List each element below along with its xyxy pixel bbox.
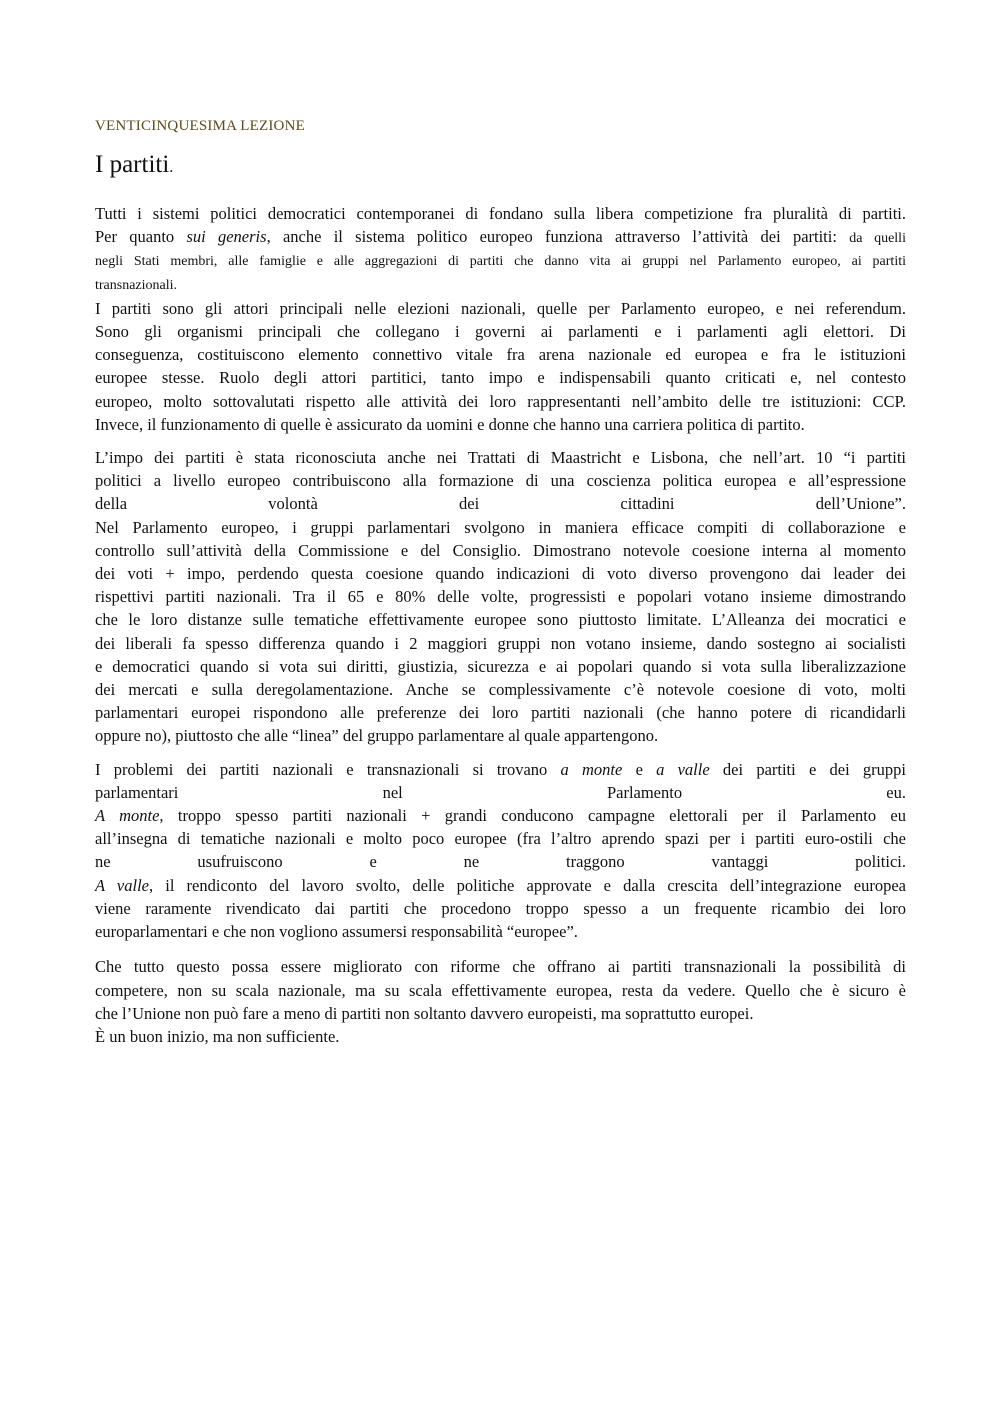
text-line: politici a livello europeo contribuiscono alla formazione di una coscienza politica europea e all’espressione: [95, 471, 906, 491]
document-page: [95, 118, 906, 1048]
page-title: [95, 150, 906, 183]
text-line: [95, 804, 906, 827]
text-line: [95, 225, 906, 250]
lesson-label: VENTICINQUESIMA LEZIONE: [95, 118, 305, 134]
paragraph-intro: [95, 202, 906, 297]
text-line: europarlamentari e che non vogliono assumersi responsabilità “europee”.: [95, 922, 578, 942]
text-line: parlamentari europei rispondono alle preferenze dei loro partiti nazionali (che hanno potere di ricandidarli: [95, 703, 906, 723]
text-run: e: [622, 759, 657, 779]
text-line-small: negli Stati membri, alle famiglie e alle aggregazioni di partiti che danno vita ai gruppi nel Parlamento europeo, ai partiti: [95, 254, 906, 270]
text-run-small: da quelli: [849, 231, 906, 247]
text-line: Nel Parlamento europeo, i gruppi parlamentari svolgono in maniera efficace compiti di collaborazione e: [95, 517, 906, 537]
text-line: dei voti + impo, perdendo questa coesione quando indicazioni di voto diverso provengono dai leader dei: [95, 564, 906, 584]
text-line: all’insegna di tematiche nazionali e molto poco europee (fra l’altro aprendo spazi per i partiti euro-ostili che: [95, 829, 906, 849]
italic-term: A valle: [95, 875, 149, 895]
text-line: Che tutto questo possa essere migliorato con riforme che offrano ai partiti transnazionali la possibilità di: [95, 957, 906, 977]
text-line: e democratici quando si vota sui diritti, giustizia, sicurezza e ai popolari quando si vota sulla liberalizzazione: [95, 656, 906, 676]
text-line: rispettivi partiti nazionali. Tra il 65 e 80% delle volte, progressisti e popolari votano insieme dimostrando: [95, 587, 906, 607]
text-line: Invece, il funzionamento di quelle è assicurato da uomini e donne che hanno una carriera politica di partito.: [95, 414, 805, 434]
text-line: europeo, molto sottovalutati rispetto alle attività dei loro rappresentanti nell’ambito delle tre istituzioni: CCP.: [95, 391, 906, 411]
text-run: Per quanto: [95, 227, 187, 247]
text-run: dei partiti e dei gruppi: [709, 759, 906, 779]
text-line: dei mercati e sulla deregolamentazione. Anche se complessivamente c’è notevole coesione di voto, molti: [95, 680, 906, 700]
text-run: , il rendiconto del lavoro svolto, delle politiche approvate e dalla crescita dell’integrazione europea: [148, 875, 906, 895]
italic-term: sui generis: [186, 227, 267, 247]
text-line: conseguenza, costituiscono elemento connettivo vitale fra arena nazionale ed europea e fra le istituzioni: [95, 345, 906, 365]
text-line: L’impo dei partiti è stata riconosciuta anche nei Trattati di Maastricht e Lisbona, che nell’art. 10 “i partiti: [95, 448, 906, 468]
text-line: europee stesse. Ruolo degli attori partitici, tanto impo e indispensabili quanto criticati e, nel contesto: [95, 368, 906, 388]
title-text: I partiti: [95, 151, 170, 178]
title-dot: .: [169, 159, 174, 176]
text-run: , anche il sistema politico europeo funziona attraverso l’attività dei partiti:: [266, 227, 850, 247]
text-line: parlamentari nel Parlamento eu.: [95, 782, 906, 802]
text-run: I problemi dei partiti nazionali e transnazionali si trovano: [95, 759, 561, 779]
text-line: che l’Unione non può fare a meno di partiti non soltanto davvero europeisti, ma soprattutto europei.: [95, 1003, 754, 1023]
italic-term: a monte: [560, 759, 623, 779]
text-line: viene raramente rivendicato dai partiti che procedono troppo spesso a un frequente ricambio dei loro: [95, 898, 906, 918]
paragraph-conclusion: [95, 955, 906, 1048]
text-line: che le loro distanze sulle tematiche effettivamente europee sono piuttosto limitate. L’Alleanza dei mocratici e: [95, 610, 906, 630]
text-line: Tutti i sistemi politici democratici contemporanei di fondano sulla libera competizione fra pluralità di partiti.: [95, 204, 906, 223]
paragraph-treaties: [95, 446, 906, 748]
text-line: [95, 758, 906, 781]
italic-term: a valle: [656, 759, 710, 779]
text-line: È un buon inizio, ma non sufficiente.: [95, 1026, 340, 1046]
text-line: Sono gli organismi principali che collegano i governi ai parlamenti e i parlamenti agli elettori. Di: [95, 322, 906, 342]
text-line: controllo sull’attività della Commissione e del Consiglio. Dimostrano notevole coesione interna al momento: [95, 540, 906, 560]
paragraph-gap: [95, 943, 906, 955]
text-line: dei liberali fa spesso differenza quando i 2 maggiori gruppi non votano insieme, dando sostegno ai socialisti: [95, 633, 906, 653]
paragraph-gap: [95, 748, 906, 758]
paragraph-gap: [95, 436, 906, 446]
text-line: I partiti sono gli attori principali nelle elezioni nazionali, quelle per Parlamento europeo, e nei referendum.: [95, 298, 906, 318]
text-line: [95, 874, 906, 897]
text-line: competere, non su scala nazionale, ma su scala effettivamente europea, resta da vedere. Quello che è sicuro è: [95, 980, 906, 1000]
italic-term: A monte: [95, 806, 160, 826]
paragraph-problems: [95, 758, 906, 944]
text-line: oppure no), piuttosto che alle “linea” del gruppo parlamentare al quale appartengono.: [95, 726, 659, 746]
text-line-small: transnazionali.: [95, 277, 178, 293]
text-line: della volontà dei cittadini dell’Unione”.: [95, 494, 906, 514]
text-run: , troppo spesso partiti nazionali + grandi conducono campagne elettorali per il Parlamento eu: [159, 806, 906, 826]
paragraph-role: [95, 297, 906, 436]
text-line: ne usufruiscono e ne traggono vantaggi politici.: [95, 852, 906, 872]
